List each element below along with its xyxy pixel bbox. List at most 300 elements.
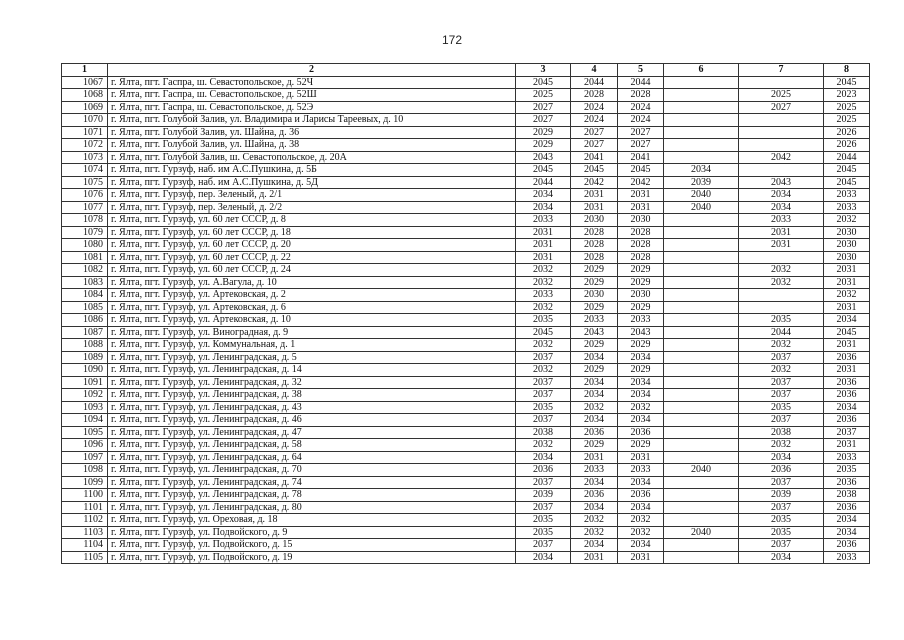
year-cell: 2031 <box>618 189 664 202</box>
row-number-cell: 1072 <box>62 139 108 152</box>
address-cell: г. Ялта, пгт. Гурзуф, ул. Ленинградская, д. 78 <box>108 489 516 502</box>
table-row <box>62 389 870 402</box>
year-cell: 2029 <box>618 301 664 314</box>
address-cell: г. Ялта, пгт. Гурзуф, пер. Зеленый, д. 2/1 <box>108 189 516 202</box>
address-cell: г. Ялта, пгт. Гурзуф, ул. 60 лет СССР, д. 22 <box>108 251 516 264</box>
row-number-cell: 1077 <box>62 201 108 214</box>
table-row <box>62 526 870 539</box>
year-cell: 2030 <box>824 226 870 239</box>
column-header: 6 <box>664 64 739 77</box>
address-cell: г. Ялта, пгт. Гурзуф, ул. Ленинградская, д. 70 <box>108 464 516 477</box>
year-cell: 2036 <box>516 464 571 477</box>
year-cell: 2037 <box>739 351 824 364</box>
table-row <box>62 501 870 514</box>
schedule-table <box>61 63 870 564</box>
table-row <box>62 151 870 164</box>
year-cell: 2034 <box>618 389 664 402</box>
year-cell: 2045 <box>516 76 571 89</box>
year-cell: 2037 <box>739 539 824 552</box>
year-cell <box>664 276 739 289</box>
year-cell: 2034 <box>618 539 664 552</box>
year-cell: 2032 <box>516 276 571 289</box>
table-row <box>62 364 870 377</box>
year-cell <box>664 439 739 452</box>
year-cell: 2030 <box>618 214 664 227</box>
year-cell: 2039 <box>664 176 739 189</box>
year-cell <box>739 251 824 264</box>
year-cell: 2038 <box>516 426 571 439</box>
row-number-cell: 1073 <box>62 151 108 164</box>
year-cell: 2031 <box>516 226 571 239</box>
year-cell: 2031 <box>516 239 571 252</box>
row-number-cell: 1088 <box>62 339 108 352</box>
year-cell: 2033 <box>824 451 870 464</box>
table-row <box>62 376 870 389</box>
year-cell <box>664 364 739 377</box>
table-row <box>62 239 870 252</box>
year-cell: 2041 <box>618 151 664 164</box>
year-cell: 2045 <box>824 76 870 89</box>
year-cell <box>664 401 739 414</box>
table-row <box>62 276 870 289</box>
row-number-cell: 1086 <box>62 314 108 327</box>
year-cell: 2029 <box>571 364 618 377</box>
address-cell: г. Ялта, пгт. Гурзуф, ул. Ленинградская, д. 46 <box>108 414 516 427</box>
year-cell: 2030 <box>571 289 618 302</box>
year-cell: 2033 <box>516 289 571 302</box>
year-cell <box>664 414 739 427</box>
year-cell: 2037 <box>739 389 824 402</box>
year-cell: 2029 <box>618 276 664 289</box>
year-cell: 2040 <box>664 526 739 539</box>
year-cell: 2030 <box>618 289 664 302</box>
year-cell: 2028 <box>571 89 618 102</box>
year-cell: 2034 <box>516 201 571 214</box>
year-cell: 2032 <box>516 264 571 277</box>
year-cell: 2032 <box>739 439 824 452</box>
row-number-cell: 1079 <box>62 226 108 239</box>
year-cell: 2034 <box>824 526 870 539</box>
row-number-cell: 1085 <box>62 301 108 314</box>
address-cell: г. Ялта, пгт. Гурзуф, ул. Ленинградская, д. 47 <box>108 426 516 439</box>
row-number-cell: 1071 <box>62 126 108 139</box>
year-cell: 2027 <box>516 114 571 127</box>
year-cell <box>739 126 824 139</box>
year-cell: 2036 <box>824 351 870 364</box>
address-cell: г. Ялта, пгт. Гурзуф, ул. Коммунальная, д. 1 <box>108 339 516 352</box>
year-cell: 2043 <box>739 176 824 189</box>
year-cell: 2044 <box>516 176 571 189</box>
year-cell: 2027 <box>571 126 618 139</box>
year-cell: 2034 <box>739 551 824 564</box>
year-cell: 2034 <box>618 414 664 427</box>
address-cell: г. Ялта, пгт. Гурзуф, наб. им А.С.Пушкина, д. 5Д <box>108 176 516 189</box>
row-number-cell: 1102 <box>62 514 108 527</box>
year-cell: 2034 <box>618 351 664 364</box>
year-cell: 2033 <box>739 214 824 227</box>
row-number-cell: 1095 <box>62 426 108 439</box>
table-header-row <box>62 64 870 77</box>
address-cell: г. Ялта, пгт. Гурзуф, ул. Ленинградская, д. 14 <box>108 364 516 377</box>
year-cell: 2029 <box>618 339 664 352</box>
address-cell: г. Ялта, пгт. Гурзуф, ул. 60 лет СССР, д. 20 <box>108 239 516 252</box>
year-cell: 2044 <box>824 151 870 164</box>
year-cell <box>664 501 739 514</box>
year-cell: 2036 <box>824 414 870 427</box>
column-header: 5 <box>618 64 664 77</box>
year-cell <box>664 451 739 464</box>
year-cell: 2036 <box>824 476 870 489</box>
year-cell: 2028 <box>618 89 664 102</box>
year-cell: 2034 <box>739 189 824 202</box>
year-cell: 2036 <box>824 376 870 389</box>
year-cell: 2030 <box>571 214 618 227</box>
address-cell: г. Ялта, пгт. Гаспра, ш. Севастопольское, д. 52Ш <box>108 89 516 102</box>
year-cell: 2030 <box>824 251 870 264</box>
table-row <box>62 264 870 277</box>
row-number-cell: 1090 <box>62 364 108 377</box>
year-cell: 2034 <box>571 414 618 427</box>
year-cell: 2035 <box>739 314 824 327</box>
year-cell <box>664 476 739 489</box>
year-cell: 2045 <box>618 164 664 177</box>
year-cell: 2034 <box>664 164 739 177</box>
year-cell: 2032 <box>739 264 824 277</box>
year-cell: 2032 <box>739 339 824 352</box>
row-number-cell: 1069 <box>62 101 108 114</box>
year-cell: 2034 <box>571 476 618 489</box>
year-cell: 2034 <box>571 389 618 402</box>
table-row <box>62 76 870 89</box>
address-cell: г. Ялта, пгт. Гурзуф, ул. Ленинградская, д. 32 <box>108 376 516 389</box>
year-cell: 2033 <box>824 201 870 214</box>
year-cell: 2043 <box>618 326 664 339</box>
table-row <box>62 489 870 502</box>
column-header: 7 <box>739 64 824 77</box>
row-number-cell: 1098 <box>62 464 108 477</box>
year-cell: 2031 <box>824 301 870 314</box>
year-cell: 2031 <box>571 551 618 564</box>
year-cell: 2029 <box>571 439 618 452</box>
year-cell: 2035 <box>516 514 571 527</box>
year-cell: 2034 <box>739 201 824 214</box>
table-row <box>62 139 870 152</box>
table-row <box>62 176 870 189</box>
year-cell: 2045 <box>824 326 870 339</box>
year-cell: 2033 <box>824 551 870 564</box>
year-cell: 2034 <box>824 314 870 327</box>
year-cell: 2027 <box>739 101 824 114</box>
address-cell: г. Ялта, пгт. Гаспра, ш. Севастопольское, д. 52Э <box>108 101 516 114</box>
year-cell: 2034 <box>618 476 664 489</box>
address-cell: г. Ялта, пгт. Гурзуф, ул. Подвойского, д. 9 <box>108 526 516 539</box>
year-cell <box>664 539 739 552</box>
year-cell: 2031 <box>618 451 664 464</box>
year-cell: 2024 <box>618 114 664 127</box>
address-cell: г. Ялта, пгт. Голубой Залив, ул. Шайна, д. 38 <box>108 139 516 152</box>
year-cell: 2035 <box>516 314 571 327</box>
year-cell: 2037 <box>516 539 571 552</box>
year-cell: 2037 <box>739 376 824 389</box>
year-cell: 2042 <box>571 176 618 189</box>
row-number-cell: 1089 <box>62 351 108 364</box>
year-cell: 2037 <box>516 389 571 402</box>
year-cell: 2036 <box>618 426 664 439</box>
address-cell: г. Ялта, пгт. Голубой Залив, ул. Владимира и Ларисы Тареевых, д. 10 <box>108 114 516 127</box>
year-cell <box>664 301 739 314</box>
year-cell: 2044 <box>618 76 664 89</box>
year-cell: 2039 <box>516 489 571 502</box>
year-cell <box>664 239 739 252</box>
table-row <box>62 514 870 527</box>
year-cell: 2036 <box>571 426 618 439</box>
year-cell: 2032 <box>516 439 571 452</box>
year-cell: 2033 <box>571 464 618 477</box>
year-cell: 2034 <box>571 376 618 389</box>
row-number-cell: 1100 <box>62 489 108 502</box>
year-cell: 2045 <box>516 164 571 177</box>
year-cell <box>664 126 739 139</box>
address-cell: г. Ялта, пгт. Гурзуф, ул. Ореховая, д. 18 <box>108 514 516 527</box>
year-cell: 2041 <box>571 151 618 164</box>
row-number-cell: 1082 <box>62 264 108 277</box>
row-number-cell: 1101 <box>62 501 108 514</box>
table-row <box>62 201 870 214</box>
year-cell: 2033 <box>618 314 664 327</box>
table-row <box>62 439 870 452</box>
year-cell: 2032 <box>618 401 664 414</box>
row-number-cell: 1074 <box>62 164 108 177</box>
year-cell: 2027 <box>571 139 618 152</box>
year-cell: 2034 <box>516 451 571 464</box>
year-cell: 2032 <box>618 514 664 527</box>
row-number-cell: 1103 <box>62 526 108 539</box>
row-number-cell: 1099 <box>62 476 108 489</box>
year-cell: 2029 <box>571 276 618 289</box>
year-cell: 2038 <box>824 489 870 502</box>
year-cell: 2027 <box>618 126 664 139</box>
year-cell: 2030 <box>824 239 870 252</box>
address-cell: г. Ялта, пгт. Гурзуф, ул. А.Вагула, д. 10 <box>108 276 516 289</box>
address-cell: г. Ялта, пгт. Гурзуф, ул. Ленинградская, д. 58 <box>108 439 516 452</box>
year-cell <box>664 251 739 264</box>
year-cell: 2029 <box>618 264 664 277</box>
address-cell: г. Ялта, пгт. Голубой Залив, ш. Севастопольское, д. 20А <box>108 151 516 164</box>
year-cell <box>664 226 739 239</box>
row-number-cell: 1104 <box>62 539 108 552</box>
year-cell: 2037 <box>516 414 571 427</box>
year-cell: 2029 <box>516 126 571 139</box>
year-cell: 2031 <box>824 264 870 277</box>
year-cell <box>664 289 739 302</box>
year-cell: 2031 <box>824 364 870 377</box>
year-cell: 2032 <box>739 364 824 377</box>
year-cell: 2028 <box>618 226 664 239</box>
table-row <box>62 339 870 352</box>
year-cell: 2031 <box>571 451 618 464</box>
year-cell: 2034 <box>571 351 618 364</box>
row-number-cell: 1078 <box>62 214 108 227</box>
address-cell: г. Ялта, пгт. Гурзуф, ул. 60 лет СССР, д. 24 <box>108 264 516 277</box>
table-row <box>62 464 870 477</box>
year-cell: 2042 <box>739 151 824 164</box>
table-row <box>62 351 870 364</box>
year-cell: 2034 <box>571 539 618 552</box>
table-row <box>62 126 870 139</box>
year-cell: 2037 <box>516 376 571 389</box>
year-cell: 2032 <box>571 401 618 414</box>
year-cell: 2040 <box>664 189 739 202</box>
year-cell: 2028 <box>571 251 618 264</box>
year-cell: 2025 <box>824 101 870 114</box>
year-cell <box>664 101 739 114</box>
table-row <box>62 551 870 564</box>
row-number-cell: 1080 <box>62 239 108 252</box>
table-row <box>62 326 870 339</box>
year-cell <box>664 514 739 527</box>
year-cell: 2024 <box>571 101 618 114</box>
row-number-cell: 1093 <box>62 401 108 414</box>
year-cell <box>739 289 824 302</box>
address-cell: г. Ялта, пгт. Гаспра, ш. Севастопольское, д. 52Ч <box>108 76 516 89</box>
year-cell: 2031 <box>618 201 664 214</box>
table-row <box>62 476 870 489</box>
year-cell: 2042 <box>618 176 664 189</box>
year-cell: 2031 <box>571 201 618 214</box>
row-number-cell: 1105 <box>62 551 108 564</box>
year-cell: 2037 <box>824 426 870 439</box>
year-cell <box>664 151 739 164</box>
address-cell: г. Ялта, пгт. Гурзуф, ул. Артековская, д. 6 <box>108 301 516 314</box>
year-cell: 2032 <box>571 526 618 539</box>
row-number-cell: 1091 <box>62 376 108 389</box>
year-cell <box>739 139 824 152</box>
year-cell: 2035 <box>516 401 571 414</box>
year-cell: 2027 <box>516 101 571 114</box>
address-cell: г. Ялта, пгт. Гурзуф, ул. Подвойского, д. 19 <box>108 551 516 564</box>
year-cell: 2034 <box>824 401 870 414</box>
table-row <box>62 251 870 264</box>
page-number: 172 <box>441 33 463 47</box>
table-row <box>62 301 870 314</box>
year-cell: 2037 <box>739 414 824 427</box>
year-cell: 2031 <box>739 239 824 252</box>
year-cell: 2034 <box>824 514 870 527</box>
row-number-cell: 1094 <box>62 414 108 427</box>
address-cell: г. Ялта, пгт. Гурзуф, ул. Ленинградская, д. 43 <box>108 401 516 414</box>
year-cell: 2034 <box>516 189 571 202</box>
row-number-cell: 1068 <box>62 89 108 102</box>
address-cell: г. Ялта, пгт. Гурзуф, ул. Ленинградская, д. 80 <box>108 501 516 514</box>
year-cell <box>664 326 739 339</box>
column-header: 4 <box>571 64 618 77</box>
table-row <box>62 189 870 202</box>
year-cell: 2033 <box>571 314 618 327</box>
year-cell: 2045 <box>824 164 870 177</box>
year-cell <box>664 264 739 277</box>
year-cell: 2026 <box>824 139 870 152</box>
row-number-cell: 1096 <box>62 439 108 452</box>
address-cell: г. Ялта, пгт. Гурзуф, ул. Ленинградская, д. 64 <box>108 451 516 464</box>
year-cell <box>739 164 824 177</box>
table-row <box>62 414 870 427</box>
year-cell: 2028 <box>618 239 664 252</box>
year-cell: 2032 <box>739 276 824 289</box>
row-number-cell: 1075 <box>62 176 108 189</box>
year-cell: 2027 <box>618 139 664 152</box>
year-cell: 2034 <box>571 501 618 514</box>
year-cell: 2026 <box>824 126 870 139</box>
table-row <box>62 289 870 302</box>
year-cell <box>664 76 739 89</box>
year-cell: 2039 <box>739 489 824 502</box>
year-cell: 2035 <box>739 401 824 414</box>
year-cell: 2032 <box>824 289 870 302</box>
year-cell: 2032 <box>824 214 870 227</box>
year-cell: 2037 <box>739 476 824 489</box>
year-cell <box>739 114 824 127</box>
address-cell: г. Ялта, пгт. Гурзуф, наб. им А.С.Пушкина, д. 5Б <box>108 164 516 177</box>
year-cell: 2031 <box>618 551 664 564</box>
year-cell: 2028 <box>571 226 618 239</box>
table-row <box>62 426 870 439</box>
year-cell <box>664 389 739 402</box>
year-cell: 2023 <box>824 89 870 102</box>
row-number-cell: 1092 <box>62 389 108 402</box>
year-cell: 2029 <box>618 364 664 377</box>
table-row <box>62 539 870 552</box>
year-cell: 2035 <box>739 514 824 527</box>
year-cell: 2035 <box>824 464 870 477</box>
year-cell: 2029 <box>571 264 618 277</box>
year-cell: 2037 <box>516 476 571 489</box>
year-cell: 2031 <box>739 226 824 239</box>
address-cell: г. Ялта, пгт. Гурзуф, ул. Виноградная, д. 9 <box>108 326 516 339</box>
year-cell <box>739 76 824 89</box>
year-cell: 2029 <box>516 139 571 152</box>
year-cell: 2036 <box>824 501 870 514</box>
column-header: 3 <box>516 64 571 77</box>
year-cell: 2032 <box>516 364 571 377</box>
year-cell: 2029 <box>571 301 618 314</box>
year-cell: 2045 <box>571 164 618 177</box>
table-row <box>62 314 870 327</box>
table-row <box>62 89 870 102</box>
year-cell: 2044 <box>571 76 618 89</box>
address-cell: г. Ялта, пгт. Голубой Залив, ул. Шайна, д. 36 <box>108 126 516 139</box>
year-cell: 2038 <box>739 426 824 439</box>
row-number-cell: 1070 <box>62 114 108 127</box>
table-row <box>62 451 870 464</box>
year-cell <box>664 426 739 439</box>
year-cell: 2035 <box>739 526 824 539</box>
year-cell: 2032 <box>571 514 618 527</box>
address-cell: г. Ялта, пгт. Гурзуф, ул. Подвойского, д. 15 <box>108 539 516 552</box>
year-cell: 2034 <box>618 376 664 389</box>
row-number-cell: 1067 <box>62 76 108 89</box>
year-cell <box>664 139 739 152</box>
year-cell: 2028 <box>618 251 664 264</box>
year-cell <box>664 489 739 502</box>
table-row <box>62 101 870 114</box>
row-number-cell: 1087 <box>62 326 108 339</box>
row-number-cell: 1083 <box>62 276 108 289</box>
table-row <box>62 114 870 127</box>
year-cell: 2025 <box>739 89 824 102</box>
year-cell: 2024 <box>571 114 618 127</box>
year-cell: 2040 <box>664 201 739 214</box>
year-cell <box>664 114 739 127</box>
